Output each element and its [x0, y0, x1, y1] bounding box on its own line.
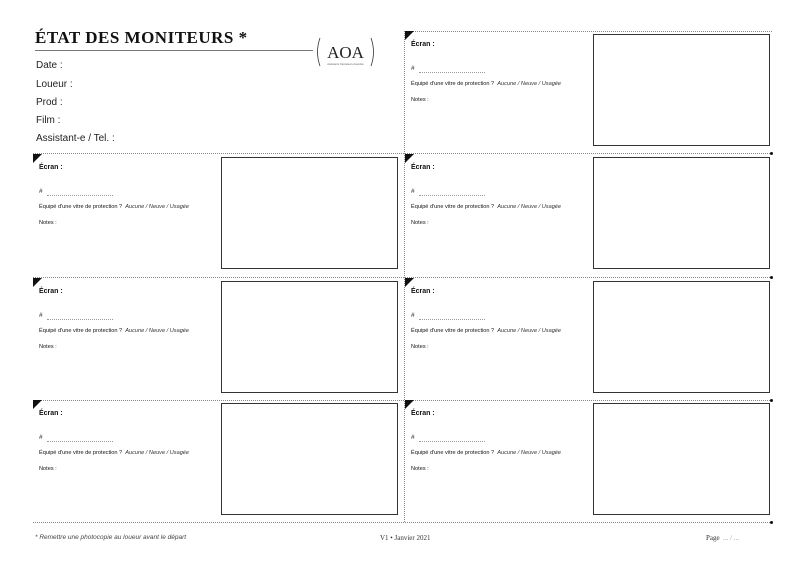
- monitor-card: [405, 154, 780, 272]
- monitor-photo-box: [593, 403, 770, 515]
- monitor-card: [33, 400, 408, 518]
- hash-label: #: [39, 312, 43, 319]
- monitor-photo-box: [221, 281, 398, 393]
- vitre-question: [39, 450, 189, 456]
- monitor-photo-box: [221, 403, 398, 515]
- vitre-options: Aucune / Neuve / Usagée: [125, 328, 190, 334]
- aoa-logo: [314, 35, 377, 69]
- notes-label: Notes :: [39, 344, 57, 350]
- notes-label: Notes :: [411, 97, 429, 103]
- notes-label: Notes :: [411, 344, 429, 350]
- hash-label: #: [39, 434, 43, 441]
- number-line: [47, 319, 113, 320]
- corner-marker: [405, 400, 414, 409]
- corner-marker: [405, 278, 414, 287]
- monitor-card: [405, 400, 780, 518]
- dot-marker: [770, 521, 773, 524]
- ecran-label: Écran :: [39, 164, 63, 171]
- vitre-options: Aucune / Neuve / Usagée: [497, 81, 562, 87]
- notes-label: Notes :: [411, 220, 429, 226]
- hash-label: #: [411, 434, 415, 441]
- notes-label: Notes :: [39, 466, 57, 472]
- dot-marker: [770, 399, 773, 402]
- ecran-label: Écran :: [411, 41, 435, 48]
- vitre-question: [411, 204, 561, 210]
- date-field-label: Date :: [36, 60, 63, 71]
- notes-label: Notes :: [39, 220, 57, 226]
- ecran-label: Écran :: [411, 164, 435, 171]
- vitre-question-text: Équipé d'une vitre de protection ?: [39, 450, 123, 456]
- dot-marker: [770, 152, 773, 155]
- vitre-question: [39, 204, 189, 210]
- vitre-question-text: Équipé d'une vitre de protection ?: [411, 81, 495, 87]
- assistant-field-label: Assistant-e / Tel. :: [36, 133, 115, 144]
- film-field-label: Film :: [36, 115, 61, 126]
- hash-label: #: [39, 188, 43, 195]
- vitre-question-text: Équipé d'une vitre de protection ?: [39, 328, 123, 334]
- vitre-question: [411, 81, 561, 87]
- bottom-divider: [33, 522, 772, 523]
- monitor-card: [405, 278, 780, 396]
- monitor-card: [405, 31, 780, 149]
- ecran-label: Écran :: [411, 410, 435, 417]
- vitre-question: [411, 450, 561, 456]
- vitre-options: Aucune / Neuve / Usagée: [497, 204, 562, 210]
- monitor-photo-box: [593, 157, 770, 269]
- dot-marker: [770, 276, 773, 279]
- monitor-photo-box: [593, 34, 770, 146]
- number-line: [47, 195, 113, 196]
- corner-marker: [33, 400, 42, 409]
- monitor-photo-box: [221, 157, 398, 269]
- number-line: [419, 195, 485, 196]
- number-line: [47, 441, 113, 442]
- logo-subtext: Assistants Opérateurs Associés: [327, 63, 364, 66]
- monitor-card: [33, 154, 408, 272]
- loueur-field-label: Loueur :: [36, 79, 73, 90]
- page-blanks: ... / ...: [723, 534, 740, 542]
- ecran-label: Écran :: [39, 410, 63, 417]
- vitre-options: Aucune / Neuve / Usagée: [125, 204, 190, 210]
- notes-label: Notes :: [411, 466, 429, 472]
- ecran-label: Écran :: [39, 288, 63, 295]
- version-label: V1 • Janvier 2021: [380, 534, 431, 542]
- vitre-question-text: Équipé d'une vitre de protection ?: [411, 204, 495, 210]
- hash-label: #: [411, 65, 415, 72]
- prod-field-label: Prod :: [36, 97, 63, 108]
- vitre-question: [411, 328, 561, 334]
- corner-marker: [405, 154, 414, 163]
- vitre-question-text: Équipé d'une vitre de protection ?: [411, 450, 495, 456]
- page-label: Page: [706, 534, 720, 542]
- number-line: [419, 72, 485, 73]
- hash-label: #: [411, 312, 415, 319]
- monitor-photo-box: [593, 281, 770, 393]
- corner-marker: [405, 31, 414, 40]
- vitre-question-text: Équipé d'une vitre de protection ?: [411, 328, 495, 334]
- footer-note: * Remettre une photocopie au loueur avant le départ: [35, 534, 187, 541]
- page-counter: [706, 534, 739, 542]
- title-rule: [35, 50, 313, 51]
- corner-marker: [33, 278, 42, 287]
- vitre-question-text: Équipé d'une vitre de protection ?: [39, 204, 123, 210]
- logo-text: AOA: [327, 43, 364, 62]
- page-title: ÉTAT DES MONITEURS *: [35, 28, 248, 47]
- vitre-question: [39, 328, 189, 334]
- number-line: [419, 441, 485, 442]
- ecran-label: Écran :: [411, 288, 435, 295]
- vitre-options: Aucune / Neuve / Usagée: [497, 450, 562, 456]
- vitre-options: Aucune / Neuve / Usagée: [497, 328, 562, 334]
- monitor-card: [33, 278, 408, 396]
- corner-marker: [33, 154, 42, 163]
- number-line: [419, 319, 485, 320]
- hash-label: #: [411, 188, 415, 195]
- vitre-options: Aucune / Neuve / Usagée: [125, 450, 190, 456]
